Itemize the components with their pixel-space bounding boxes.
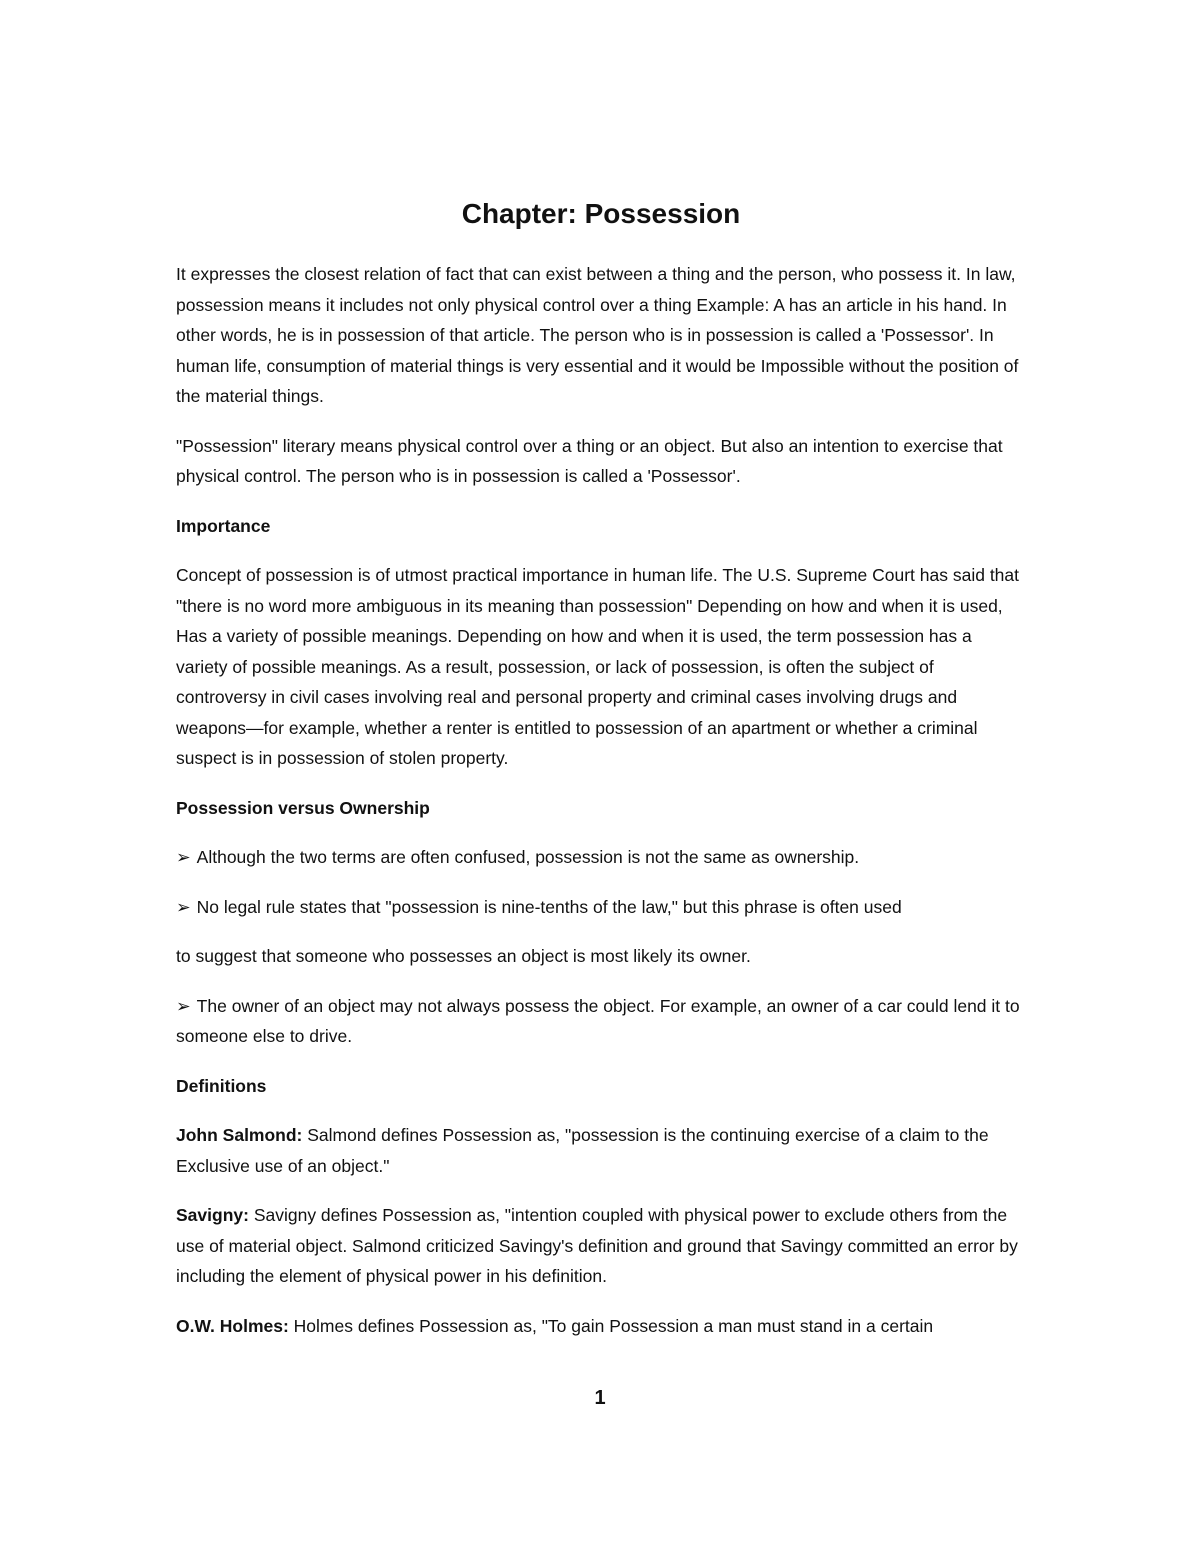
definition-author: O.W. Holmes:: [176, 1315, 289, 1336]
importance-paragraph: Concept of possession is of utmost practical importance in human life. The U.S. Supreme Court has said that "there is no word more ambiguous in its meaning than possession" Depending on how and when it is used, Has a variety of possible meanings. Depending on how and when it is used, the term possession has a variety of possible meanings. As a result, possession, or lack of possession, is often the subject of controversy in civil cases involving real and personal property and criminal cases involving drugs and weapons—for example, whether a renter is entitled to possession of an apartment or whether a criminal suspect is in possession of stolen property.: [176, 565, 1020, 768]
bullet-text: No legal rule states that "possession is nine-tenths of the law," but this phrase is often used: [196, 896, 902, 917]
definition-holmes: [176, 1311, 1026, 1342]
definitions-heading: Definitions: [176, 1075, 267, 1096]
bullet-item-1: [176, 842, 1026, 873]
definition-savigny: [176, 1200, 1026, 1292]
bullet-item-3: [176, 991, 1026, 1052]
importance-heading: Importance: [176, 515, 271, 536]
intro-paragraph-2: "Possession" literary means physical control over a thing or an object. But also an intention to exercise that physical control. The person who is in possession is called a 'Possessor'.: [176, 435, 1003, 486]
intro-paragraph-1: It expresses the closest relation of fact that can exist between a thing and the person, who possess it. In law, possession means it includes not only physical control over a thing Example: A has an article in his hand. In other words, he is in possession of that article. The person who is in possession is called a 'Possessor'. In human life, consumption of material things is very essential and it would be Impossible without the position of the material things.: [176, 264, 1019, 406]
bullet-arrow-icon: ➢: [176, 896, 191, 917]
document-body: [176, 195, 1026, 1360]
definition-text: Savigny defines Possession as, "intention coupled with physical power to exclude others from the use of material object. Salmond criticized Savingy's definition and ground that Savingy committed an error by including the element of physical power in his definition.: [176, 1205, 1018, 1286]
definition-text: Holmes defines Possession as, "To gain Possession a man must stand in a certain: [288, 1315, 934, 1336]
chapter-title: Chapter: Possession: [461, 198, 741, 229]
bullet-arrow-icon: ➢: [176, 995, 191, 1016]
ownership-heading: Possession versus Ownership: [176, 797, 430, 818]
definition-author: Savigny:: [176, 1205, 249, 1225]
definition-text: Salmond defines Possession as, "possession is the continuing exercise of a claim to the Exclusive use of an object.": [176, 1125, 989, 1176]
bullet-item-2: [176, 892, 1026, 923]
bullet-text: The owner of an object may not always possess the object. For example, an owner of a car could lend it to someone else to drive.: [176, 995, 1020, 1046]
page-number: 1: [594, 1387, 606, 1409]
bullet-arrow-icon: ➢: [176, 847, 191, 867]
definition-author: John Salmond:: [176, 1125, 303, 1145]
bullet-item-2-continuation: to suggest that someone who possesses an object is most likely its owner.: [176, 946, 751, 966]
bullet-text: Although the two terms are often confused, possession is not the same as ownership.: [196, 847, 860, 867]
definition-salmond: [176, 1120, 1026, 1181]
